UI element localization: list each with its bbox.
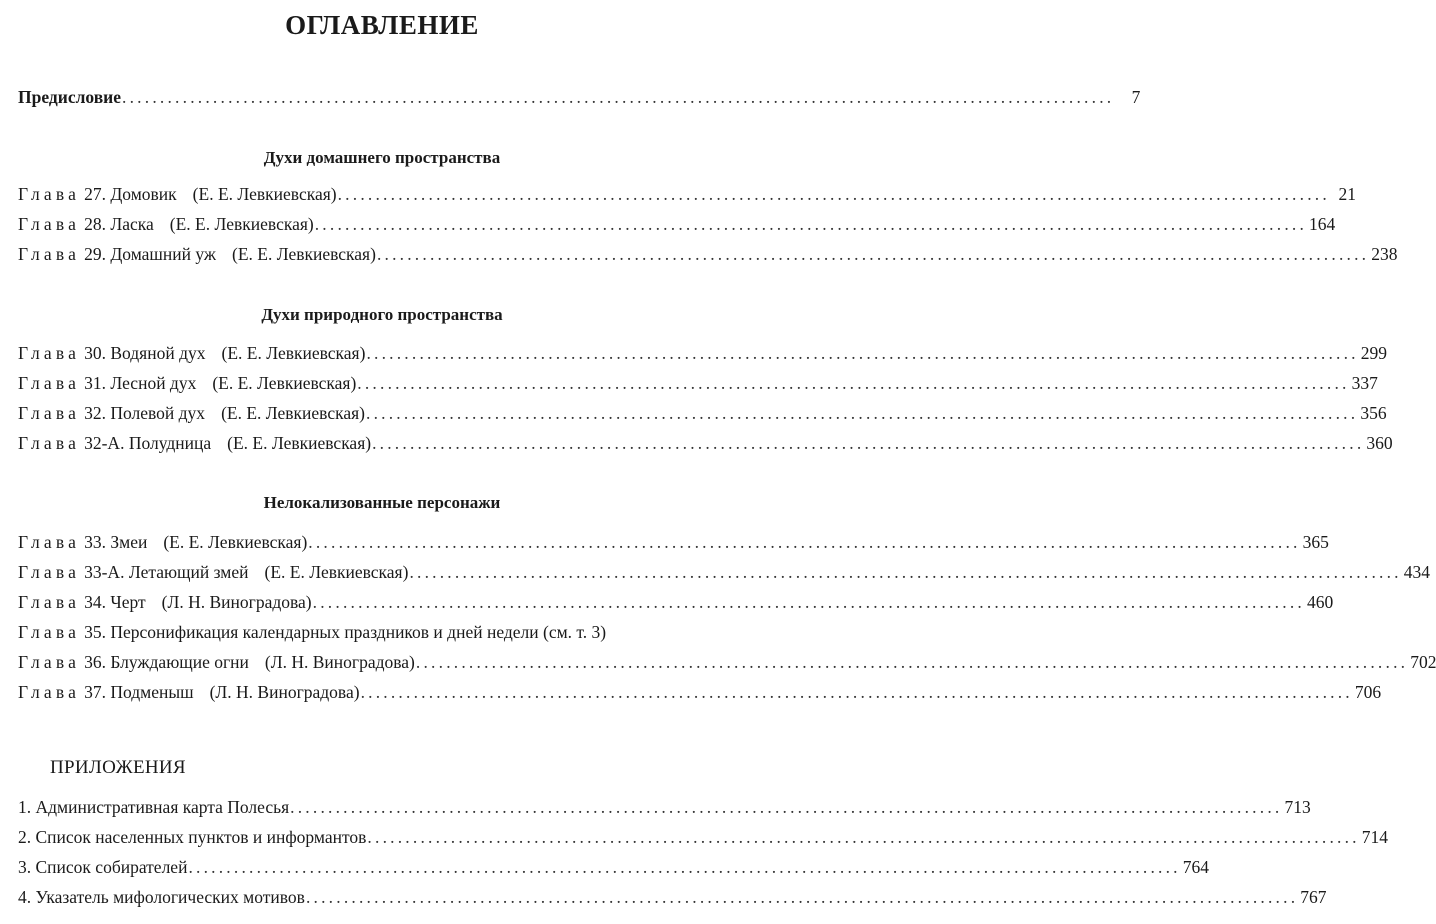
chapter-label: Глава: [18, 184, 81, 204]
chapter-number: 30.: [84, 343, 106, 363]
entry-author: (Е. Е. Левкиевская): [192, 184, 337, 204]
entry-author: (Е. Е. Левкиевская): [227, 433, 372, 453]
page-number: 164: [1309, 214, 1336, 234]
appendix-entry[interactable]: [18, 857, 1210, 881]
page-number: 356: [1360, 403, 1387, 423]
chapter-number: 33.: [84, 532, 106, 552]
section-heading: Нелокализованные персонажи: [263, 493, 501, 512]
toc-entry[interactable]: [18, 343, 1388, 367]
page-number: 238: [1371, 244, 1398, 264]
entry-title: 4. Указатель мифологических мотивов: [18, 887, 305, 907]
entry-author: (Е. Е. Левкиевская): [264, 562, 409, 582]
entry-title: Домашний уж: [110, 244, 216, 264]
entry-title: Водяной дух: [110, 343, 206, 363]
page-number: 714: [1361, 827, 1388, 847]
appendix-entry[interactable]: [18, 797, 1311, 821]
entry-author: (Л. Н. Виноградова): [264, 652, 415, 672]
entry-title: 2. Список населенных пунктов и информантов: [18, 827, 367, 847]
entry-title: Полевой дух: [110, 403, 206, 423]
entry-title: Персонификация календарных праздников и дней недели (см. т. 3): [110, 622, 607, 642]
toc-entry[interactable]: [18, 592, 1334, 616]
entry-title: Лесной дух: [110, 373, 197, 393]
toc-entry[interactable]: [18, 373, 1378, 397]
toc-entry-preface[interactable]: [18, 87, 1141, 111]
entry-author: (Л. Н. Виноградова): [161, 592, 312, 612]
entry-author: (Л. Н. Виноградова): [209, 682, 360, 702]
dot-leader: ...................................................................................................................................: [314, 214, 1308, 234]
entry-title: Летающий змей: [128, 562, 249, 582]
chapter-label: Глава: [18, 592, 81, 612]
dot-leader: ...................................................................................................................................: [290, 797, 1283, 817]
chapter-number: 31.: [84, 373, 106, 393]
entry-title: Блуждающие огни: [110, 652, 249, 672]
chapter-number: 33-А.: [84, 562, 125, 582]
dot-leader: ...................................................................................................................................: [188, 857, 1181, 877]
entry-title: Черт: [110, 592, 146, 612]
page-number: 460: [1306, 592, 1334, 612]
page-number: 434: [1403, 562, 1431, 582]
dot-leader: ...................................................................................................................................: [308, 532, 1301, 552]
dot-leader: ...................................................................................................................................: [312, 592, 1305, 612]
page-number: 299: [1360, 343, 1388, 363]
toc-entry[interactable]: [18, 652, 1436, 676]
chapter-number: 29.: [84, 244, 106, 264]
entry-author: (Е. Е. Левкиевская): [221, 403, 365, 423]
entry-author: (Е. Е. Левкиевская): [163, 532, 308, 552]
entry-title: Предисловие: [18, 87, 122, 107]
chapter-label: Глава: [18, 343, 81, 363]
chapter-label: Глава: [18, 433, 81, 453]
toc-entry[interactable]: [18, 532, 1329, 556]
entry-author: (Е. Е. Левкиевская): [221, 343, 366, 363]
dot-leader: ...................................................................................................................................: [366, 343, 1359, 363]
chapter-label: Глава: [18, 244, 81, 264]
chapter-label: Глава: [18, 214, 81, 234]
chapter-label: Глава: [18, 532, 81, 552]
entry-title: Змеи: [110, 532, 148, 552]
dot-leader: ...................................................................................................................................: [376, 244, 1370, 264]
entry-author: (Е. Е. Левкиевская): [212, 373, 357, 393]
section-heading: Духи домашнего пространства: [263, 148, 501, 167]
appendix-heading: ПРИЛОЖЕНИЯ: [50, 757, 186, 778]
toc-entry[interactable]: [18, 562, 1431, 586]
toc-entry[interactable]: [18, 244, 1398, 268]
chapter-number: 36.: [84, 652, 106, 672]
entry-title: Домовик: [110, 184, 177, 204]
chapter-label: Глава: [18, 652, 81, 672]
toc-entry[interactable]: [18, 403, 1387, 427]
toc-entry[interactable]: [18, 622, 753, 646]
entry-title: 3. Список собирателей: [18, 857, 188, 877]
toc-entry[interactable]: [18, 214, 1336, 238]
chapter-number: 27.: [84, 184, 106, 204]
appendix-entry[interactable]: [18, 887, 1327, 911]
chapter-label: Глава: [18, 622, 81, 642]
page-number: 702: [1410, 652, 1436, 672]
page-number: 360: [1366, 433, 1393, 453]
dot-leader: ...................................................................................................................................: [305, 887, 1299, 907]
chapter-number: 35.: [84, 622, 106, 642]
dot-leader: ...................................................................................................................................: [367, 827, 1360, 847]
page-number: 7: [1131, 87, 1141, 107]
entry-author: (Е. Е. Левкиевская): [232, 244, 376, 264]
dot-leader: ...................................................................................................................................: [409, 562, 1402, 582]
entry-title: Подменыш: [110, 682, 194, 702]
dot-leader: ...................................................................................................................................: [357, 373, 1350, 393]
chapter-number: 28.: [84, 214, 106, 234]
chapter-label: Глава: [18, 373, 81, 393]
entry-title: Полудница: [128, 433, 212, 453]
chapter-label: Глава: [18, 562, 81, 582]
page-number: 337: [1351, 373, 1378, 393]
page-number: 767: [1300, 887, 1327, 907]
appendix-entry[interactable]: [18, 827, 1388, 851]
dot-leader: ...................................................................................................................................: [337, 184, 1330, 204]
chapter-label: Глава: [18, 403, 81, 423]
chapter-number: 37.: [84, 682, 106, 702]
entry-title: 1. Административная карта Полесья: [18, 797, 290, 817]
chapter-label: Глава: [18, 682, 81, 702]
page-number: 764: [1182, 857, 1210, 877]
page-number: 713: [1284, 797, 1311, 817]
page-number: 21: [1338, 184, 1356, 204]
dot-leader: ...................................................................................................................................: [372, 433, 1365, 453]
section-heading: Духи природного пространства: [261, 305, 503, 324]
chapter-number: 32.: [84, 403, 106, 423]
dot-leader: ...................................................................................................................................: [366, 403, 1359, 423]
chapter-number: 32-А.: [84, 433, 125, 453]
dot-leader: ...................................................................................................................................: [415, 652, 1409, 672]
chapter-number: 34.: [84, 592, 106, 612]
dot-leader: ...................................................................................................................................: [122, 87, 1115, 107]
page-number: 706: [1354, 682, 1382, 702]
dot-leader: ...................................................................................................................................: [360, 682, 1353, 702]
page-title: ОГЛАВЛЕНИЕ: [285, 10, 479, 40]
page-number: 365: [1302, 532, 1329, 552]
toc-entry[interactable]: [18, 433, 1393, 457]
toc-entry[interactable]: [18, 184, 1356, 208]
entry-title: Ласка: [110, 214, 154, 234]
entry-author: (Е. Е. Левкиевская): [169, 214, 314, 234]
toc-entry[interactable]: [18, 682, 1382, 706]
